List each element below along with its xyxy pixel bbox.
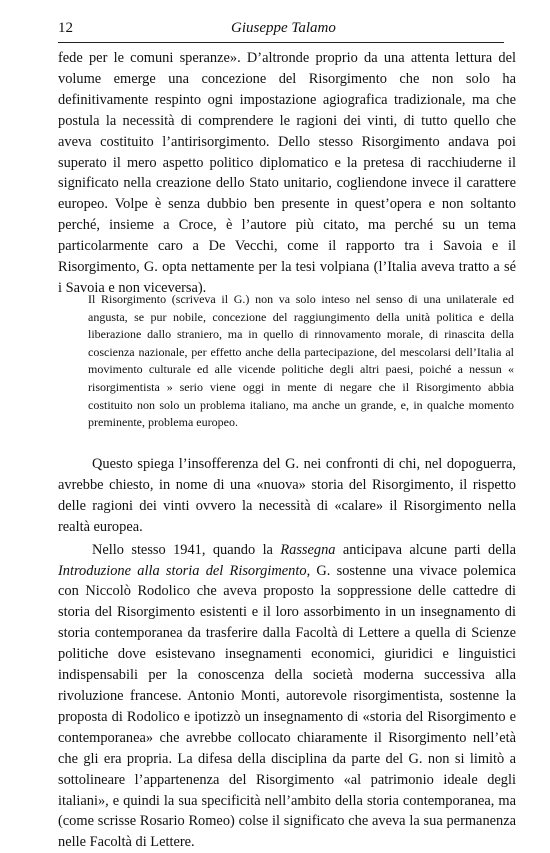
paragraph-3-part-1: Nello stesso 1941, quando la xyxy=(92,541,281,558)
paragraph-3 xyxy=(58,540,516,853)
book-title: Introduzione alla storia del Risorgimento xyxy=(58,562,307,579)
page-number: 12 xyxy=(58,20,73,36)
paragraph-2: Questo spiega l’insofferenza del G. nei confronti di chi, nel dopoguerra, avrebbe chiesto, in nome di una «nuova» storia del Risorgimento, il rispetto delle ragioni dei vinti ovvero la necessità di «calare» il Risorgimento nella realtà europea. xyxy=(58,456,516,535)
page-header xyxy=(58,20,504,43)
paragraph-3-part-2: anticipava alcune parti della xyxy=(335,541,516,558)
body-paragraph-1 xyxy=(58,48,516,299)
block-quote xyxy=(88,291,514,432)
rassegna-title: Rassegna xyxy=(280,541,336,558)
running-head: Giuseppe Talamo xyxy=(231,20,336,36)
body-continuation xyxy=(58,454,516,853)
paragraph-text: fede per le comuni speranze». D’altronde proprio da una attenta lettura del volume emerge una concezione del Risorgimento che non solo ha definitivamente respinto ogni impostazione agiografica tradizionale, ma che postula la necessità di comprendere le ragioni dei vinti, di tutto quello che aveva costituito l’antirisorgimento. Dello stesso Risorgimento andava poi superato il mero aspetto politico diplomatico e la pretesa di racchiuderne il significato nella creazione dello Stato unitario, cogliendone invece il carattere europeo. Volpe è senza dubbio ben presente in quest’opera e non soltanto perché, insieme a Croce, è l’autore più citato, ma perché su un tema particolarmente caro a De Vecchi, come il rapporto tra i Savoia e il Risorgimento, G. opta nettamente per la tesi volpiana (l’Italia aveva tratto a sé i Savoia e non viceversa). xyxy=(58,50,516,296)
quote-text: Il Risorgimento (scriveva il G.) non va solo inteso nel senso di una unilaterale ed angusta, se pur nobile, concezione del raggiungimento della unità politica e della liberazione dallo straniero, ma in quello di rinnovamento morale, di rinascita della coscienza nazionale, per effetto anche della partecipazione, del mescolarsi dell’Italia al movimento culturale ed alle vicende politiche degli altri paesi, poiché a nessun « risorgimentista » serio viene oggi in mente di negare che il Risorgimento abbia costituito non solo un problema italiano, ma anche un grande, e, in qualche momento preminente, problema europeo. xyxy=(88,292,514,430)
paragraph-3-part-3: , G. sostenne una vivace polemica con Niccolò Rodolico che aveva proposto la soppressione delle cattedre di storia del Risorgimento esistenti e il loro assorbimento in un insegnamento di storia contemporanea da trasferire dalla Facoltà di Lettere a quella di Scienze politiche dove esistevano insegnamenti economici, giuridici e linguistici indispensabili per la conoscenza della società moderna successiva alla rivoluzione francese. Antonio Monti, autorevole risorgimentista, sostenne la proposta di Rodolico e ipotizzò un insegnamento di «storia del Risorgimento e contemporanea» che avrebbe collocato chiaramente il Risorgimento nell’età che gli era propria. La difesa della disciplina da parte del G. non si limitò a sottolineare l’appartenenza del Risorgimento «al patrimonio ideale degli italiani», e quindi la sua specificità nell’ambito della storia contemporanea, ma (come scrisse Rosario Romeo) colse il significato che aveva la sua permanenza nelle Facoltà di Lettere. xyxy=(58,562,516,851)
